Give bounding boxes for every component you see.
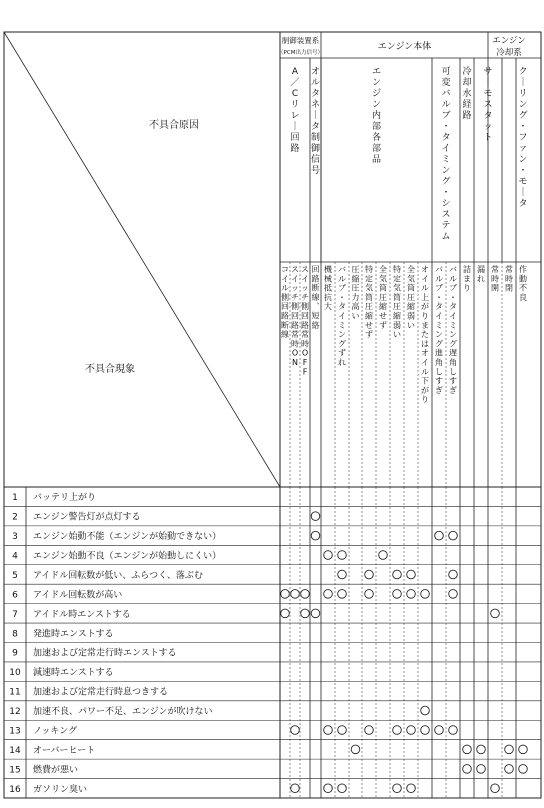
symptom-number: 2 [12, 512, 18, 523]
cause-label: オイル上がりまたはオイル下がり [421, 265, 429, 405]
symptom-label: アイドル回転数が低い、ふらつく、落ぶむ [33, 570, 203, 581]
cell-mark [311, 512, 320, 521]
cell-mark [393, 590, 402, 599]
cell-mark [519, 765, 528, 774]
cell-mark [324, 551, 333, 560]
symptom-number: 6 [12, 590, 18, 601]
symptom-label: 発進時エンストする [33, 629, 114, 640]
corner-diagonal [4, 32, 280, 487]
symptom-number: 3 [12, 532, 18, 543]
symptom-label: バッテリ上がり [33, 493, 97, 504]
cell-mark [491, 784, 500, 793]
group-cooling-line1: エンジン [492, 36, 526, 46]
cell-mark [421, 726, 430, 735]
symptom-number: 15 [9, 765, 21, 776]
cell-mark [281, 609, 290, 618]
cell-mark [407, 784, 416, 793]
symptom-number: 11 [9, 687, 21, 698]
cause-label: 機械抵抗大 [324, 265, 332, 312]
component-ac-relay: A ／ C リレ｜回路 [290, 67, 300, 154]
cell-mark [338, 590, 347, 599]
cell-mark [301, 590, 310, 599]
cell-mark [324, 784, 333, 793]
symptom-label: エンジン始動不能（エンジンが始動できない） [33, 532, 222, 543]
cause-label: 全気筒圧縮弱い [407, 265, 415, 330]
cell-mark [301, 609, 310, 618]
group-control-system-sub: （PCM出力信号） [278, 50, 323, 56]
symptom-label: 加速および定常走行時息つきする [33, 687, 169, 698]
symptom-label: ガソリン臭い [33, 784, 88, 795]
symptom-number: 8 [12, 629, 18, 640]
cell-mark [291, 590, 300, 599]
table-frame [4, 32, 541, 798]
component-alternator-signal: オルタネ｜タ制御信号 [310, 67, 321, 176]
cause-label: バルブ・タイミング進角しすぎ [435, 265, 443, 395]
cell-mark [393, 570, 402, 579]
cell-mark [338, 551, 347, 560]
group-cooling-line2: 冷却系 [496, 48, 522, 58]
cause-label: 特定気筒圧縮弱い [393, 265, 401, 340]
cell-mark [421, 706, 430, 715]
cause-label: 作動不良 [519, 265, 527, 302]
cell-mark [393, 784, 402, 793]
cause-label: 圧縮圧力高い [351, 265, 360, 321]
component-thermostat: サ｜モスタット [483, 67, 493, 143]
symptom-number: 4 [12, 551, 18, 562]
symptom-number: 13 [9, 726, 21, 737]
group-engine-body: エンジン本体 [377, 42, 432, 52]
cell-mark [291, 726, 300, 735]
cell-mark [491, 609, 500, 618]
symptom-label: アイドル時エンストする [33, 609, 131, 620]
cell-mark [449, 726, 458, 735]
cell-mark [449, 570, 458, 579]
symptom-number: 12 [9, 707, 21, 718]
cell-mark [463, 745, 472, 754]
cause-label: 常時開 [491, 265, 499, 293]
cell-mark [435, 531, 444, 540]
cell-mark [291, 784, 300, 793]
cell-mark [324, 726, 333, 735]
symptom-label: 加速および定常走行時エンストする [33, 648, 177, 659]
cell-mark [338, 570, 347, 579]
cell-mark [505, 765, 514, 774]
cause-label: 回路断線︑短絡 [311, 265, 320, 330]
cell-mark [365, 726, 374, 735]
symptom-number: 5 [12, 570, 18, 581]
cause-label: コイル側回路断線 [281, 265, 289, 340]
symptom-number: 16 [9, 784, 21, 795]
symptom-label: 減速時エンストする [33, 668, 114, 679]
cell-mark [519, 745, 528, 754]
symptom-number: 7 [12, 609, 18, 620]
cell-mark [449, 531, 458, 540]
cell-mark [365, 570, 374, 579]
symptom-label: 燃費が悪い [33, 765, 79, 776]
component-variable-valve-timing: 可変バルブ・タイミング・システム [441, 67, 451, 242]
cell-mark [338, 726, 347, 735]
cell-mark [407, 590, 416, 599]
cell-mark [435, 726, 444, 735]
cause-label: 全気筒圧縮せず [379, 265, 387, 330]
cell-mark [407, 726, 416, 735]
symptom-number: 9 [12, 648, 18, 659]
cause-axis-label: 不具合原因 [149, 120, 199, 131]
cause-label: 特定気筒圧縮せず [365, 265, 373, 340]
component-cooling-fan-motor: ク｜リング・ファン・モ｜タ [518, 67, 528, 209]
cell-mark [421, 590, 430, 599]
cell-mark [324, 590, 333, 599]
cause-label: バルブ・タイミング遅角しすぎ [449, 265, 457, 395]
cell-mark [477, 745, 486, 754]
symptom-label: エンジン警告灯が点灯する [33, 512, 141, 523]
cell-mark [311, 531, 320, 540]
symptom-label: 加速不良、パワー不足、エンジンが吹けない [33, 707, 213, 718]
cause-label: 漏れ [477, 265, 485, 284]
symptom-number: 14 [9, 745, 21, 756]
cell-mark [311, 609, 320, 618]
symptom-axis-label: 不具合現象 [85, 364, 135, 375]
cell-mark [351, 745, 360, 754]
cell-mark [477, 765, 486, 774]
symptom-number: 10 [9, 668, 21, 679]
symptom-number: 1 [12, 493, 18, 504]
cell-mark [365, 590, 374, 599]
cell-mark [393, 726, 402, 735]
cell-mark [338, 784, 347, 793]
cell-mark [463, 765, 472, 774]
cause-label: バルブ・タイミングずれ [338, 265, 346, 367]
cell-mark [407, 570, 416, 579]
cause-label: 常時閉 [505, 265, 513, 293]
component-engine-internals: エンジン内部各部品 [371, 67, 382, 165]
cause-label: 詰まり [463, 265, 471, 293]
symptom-label: エンジン始動不良（エンジンが始動しにくい） [33, 551, 222, 562]
cell-mark [281, 590, 290, 599]
cause-label: スイッチ側回路常時 O F F [301, 265, 309, 377]
group-control-system: 制御装置系 [281, 36, 320, 45]
component-coolant-path: 冷却水経路 [462, 67, 472, 121]
symptom-label: アイドル回転数が高い [33, 590, 123, 601]
symptom-label: オーバーヒート [33, 745, 96, 756]
symptom-label: ノッキング [33, 726, 78, 737]
cell-mark [379, 551, 388, 560]
cell-mark [449, 590, 458, 599]
cause-label: スイッチ側回路常時 O N [291, 265, 299, 367]
cell-mark [505, 745, 514, 754]
